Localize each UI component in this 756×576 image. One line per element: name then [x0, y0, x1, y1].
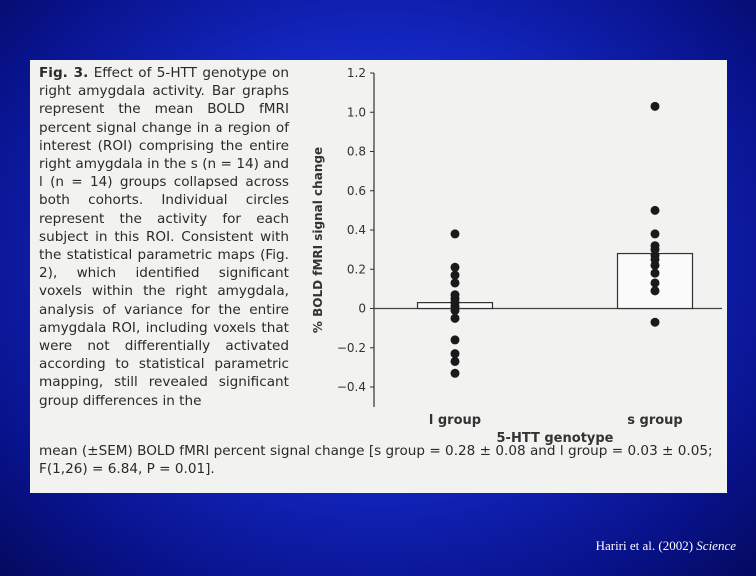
data-point [451, 263, 460, 272]
y-tick-label: 0 [358, 301, 366, 316]
data-point [451, 306, 460, 315]
y-axis-title: % BOLD fMRI signal change [311, 146, 325, 334]
figure-label: Fig. 3. [39, 65, 89, 81]
citation-journal: Science [696, 538, 736, 553]
chart-axes [370, 73, 722, 407]
data-point [451, 278, 460, 287]
caption-tail-line-2: F(1,26) = 6.84, P = 0.01]. [39, 461, 215, 477]
y-tick-label: 1.0 [346, 105, 366, 120]
x-category-label: l group [428, 413, 482, 428]
x-category-label: s group [627, 413, 683, 428]
chart-points [451, 102, 660, 378]
y-tick-label: −0.4 [336, 380, 366, 394]
y-tick-label: 1.2 [346, 66, 366, 80]
y-tick-label: 0.8 [346, 144, 366, 159]
citation-credit [596, 538, 736, 554]
data-point [451, 335, 460, 344]
data-point [651, 206, 660, 215]
data-point [451, 369, 460, 378]
figure-panel [30, 60, 727, 493]
data-point [651, 278, 660, 287]
caption-tail-line-1: mean (±SEM) BOLD fMRI percent signal change [s group = 0.28 ± 0.08 and l group = 0.03 ± 0.05; [39, 443, 713, 459]
data-point [451, 271, 460, 280]
y-tick-label: −0.2 [336, 340, 366, 355]
data-point [651, 269, 660, 278]
bar-chart [285, 60, 725, 493]
y-tick-label: 0.6 [346, 183, 366, 198]
data-point [451, 229, 460, 238]
data-point [651, 102, 660, 111]
data-point [651, 229, 660, 238]
caption-text: Effect of 5-HTT genotype on right amygdala activity. Bar graphs represent the mean BOLD fMRI percent signal change in a region of interest (ROI) comprising the entire right amygdala in the s (n = 14) and l (n = 14) groups collapsed across both cohorts. Individual circles represent the activity for each subject in this ROI. Consistent with the statistical parametric maps (Fig. 2), which identified significant voxels within the right amygdala, analysis of variance for the entire amygdala ROI, including voxels that were not differentially activated according to statistical parametric mapping, still revealed significant group differences in the [39, 65, 289, 409]
data-point [451, 314, 460, 323]
citation-authors: Hariri et al. (2002) [595, 538, 694, 553]
data-point [651, 261, 660, 270]
data-point [651, 286, 660, 295]
y-tick-label: 0.2 [346, 262, 366, 277]
x-axis-title: 5-HTT genotype [496, 431, 614, 446]
data-point [451, 349, 460, 358]
data-point [451, 357, 460, 366]
y-tick-label: 0.4 [346, 223, 366, 237]
data-point [651, 318, 660, 327]
